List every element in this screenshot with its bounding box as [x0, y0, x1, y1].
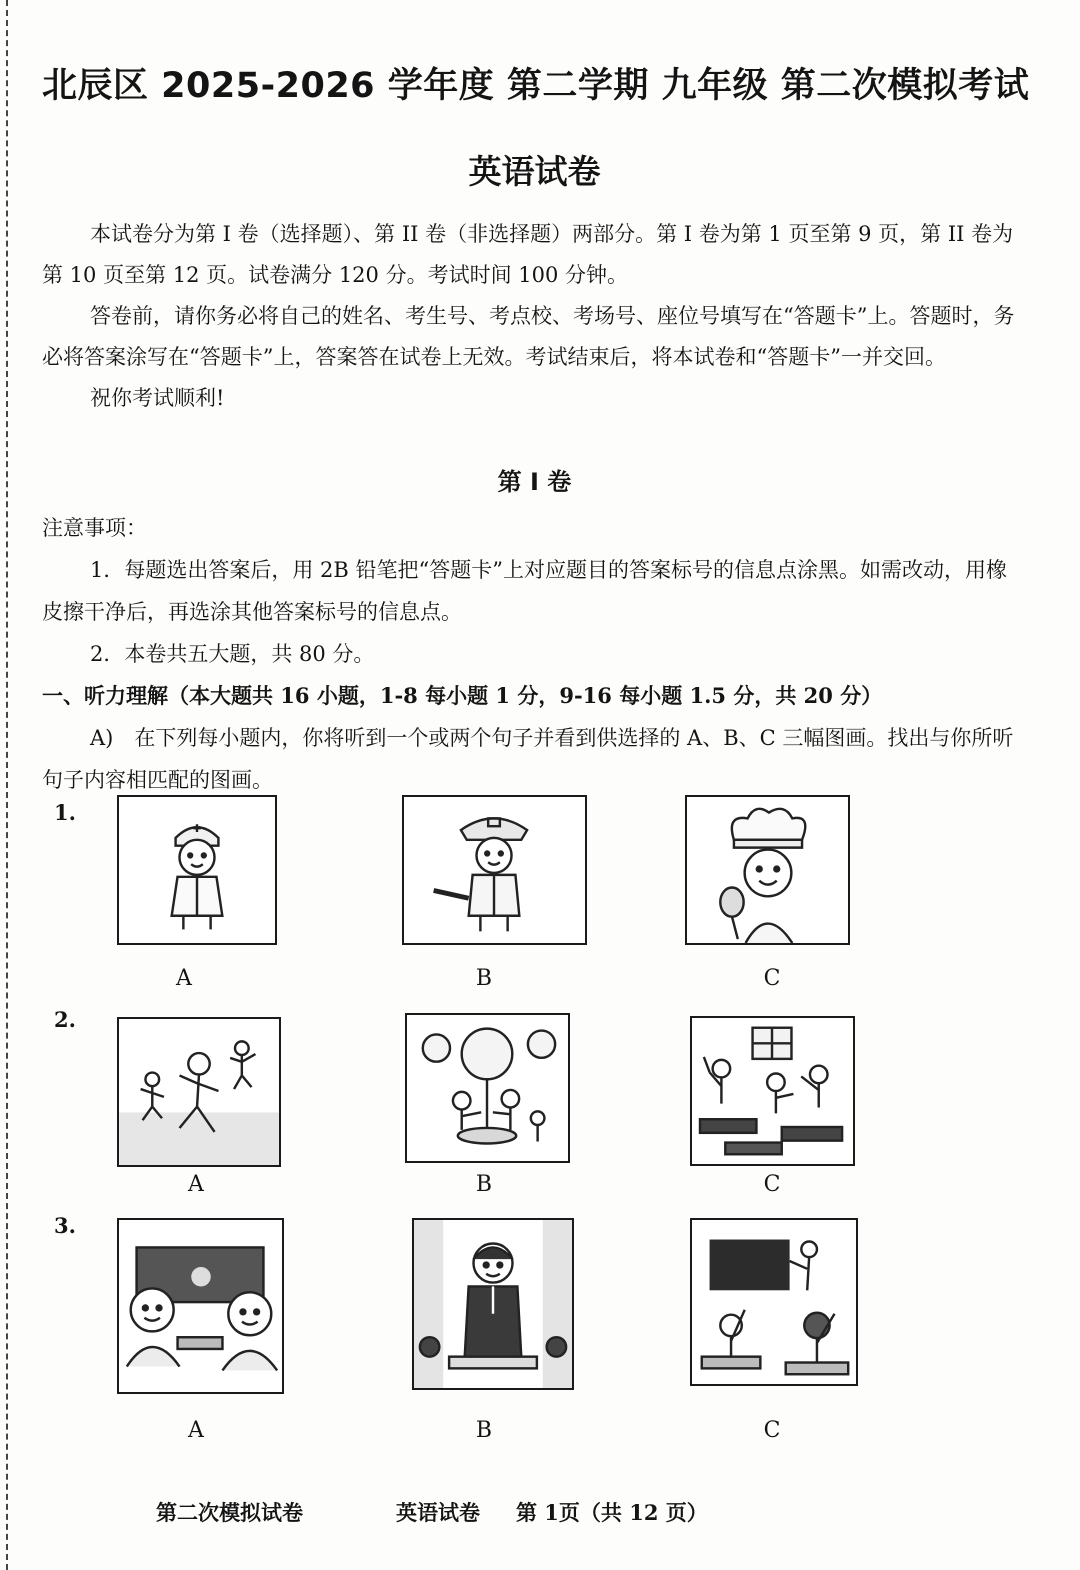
notes-heading: 注意事项：	[42, 516, 147, 540]
option-letter: B	[475, 966, 493, 991]
option-letter: C	[763, 1418, 781, 1443]
section-heading-listening: 一、听力理解（本大题共 16 小题，1-8 每小题 1 分，9-16 每小题 1.5 分，共 20 分）	[42, 683, 883, 708]
notes-section	[42, 507, 1027, 801]
footer-paper-name: 第二次模拟试卷	[156, 1500, 303, 1525]
footer-subject: 英语试卷	[396, 1500, 480, 1525]
instructions-paragraph-2: 答卷前，请你务必将自己的姓名、考生号、考点校、考场号、座位号填写在“答题卡”上。答题时，务必将答案涂写在“答题卡”上，答案答在试卷上无效。考试结束后，将本试卷和“答题卡”一并交回。	[42, 304, 1015, 369]
boy-giving-speech-icon	[412, 1218, 574, 1390]
option-letter: C	[763, 966, 781, 991]
question-number: 1.	[54, 800, 76, 825]
instructions-paragraph-1: 本试卷分为第 I 卷（选择题）、第 II 卷（非选择题）两部分。第 I 卷为第 1 页至第 9 页，第 II 卷为第 10 页至第 12 页。试卷满分 120 分。考试时间 100 分钟。	[42, 222, 1014, 287]
instructions	[42, 214, 1027, 419]
footer-page-info: 第 1页（共 12 页）	[516, 1500, 708, 1525]
exam-page	[42, 0, 1030, 1570]
binding-dashed-line	[6, 0, 8, 1570]
option-letter: A	[188, 1172, 204, 1197]
good-luck-text: 祝你考试顺利!	[90, 386, 225, 410]
police-officer-icon	[402, 795, 587, 945]
exam-title: 北辰区 2025-2026 学年度 第二学期 九年级 第二次模拟考试	[42, 66, 1030, 106]
paper-title: 英语试卷	[468, 152, 601, 191]
tree-planting-icon	[405, 1013, 570, 1163]
classroom-raising-hands-icon	[690, 1218, 858, 1386]
note-2: 2．本卷共五大题，共 80 分。	[90, 642, 375, 666]
option-letter: C	[763, 1172, 781, 1197]
question-number: 3.	[54, 1213, 76, 1238]
doctor-icon	[117, 795, 277, 945]
question-number: 2.	[54, 1007, 76, 1032]
note-1: 1．每题选出答案后，用 2B 铅笔把“答题卡”上对应题目的答案标号的信息点涂黑。如需改动，用橡皮擦干净后，再选涂其他答案标号的信息点。	[42, 558, 1007, 624]
volume-title: 第 I 卷	[497, 468, 572, 496]
option-letter: A	[188, 1418, 204, 1443]
option-letter: A	[176, 966, 192, 991]
option-letter: B	[475, 1418, 493, 1443]
part-a-instruction: A) 在下列每小题内，你将听到一个或两个句子并看到供选择的 A、B、C 三幅图画。找出与你所听句子内容相匹配的图画。	[42, 726, 1014, 792]
classroom-cleaning-icon	[690, 1016, 855, 1166]
students-watching-screen-icon	[117, 1218, 284, 1394]
children-running-icon	[117, 1017, 281, 1167]
option-letter: B	[475, 1172, 493, 1197]
chef-icon	[685, 795, 850, 945]
